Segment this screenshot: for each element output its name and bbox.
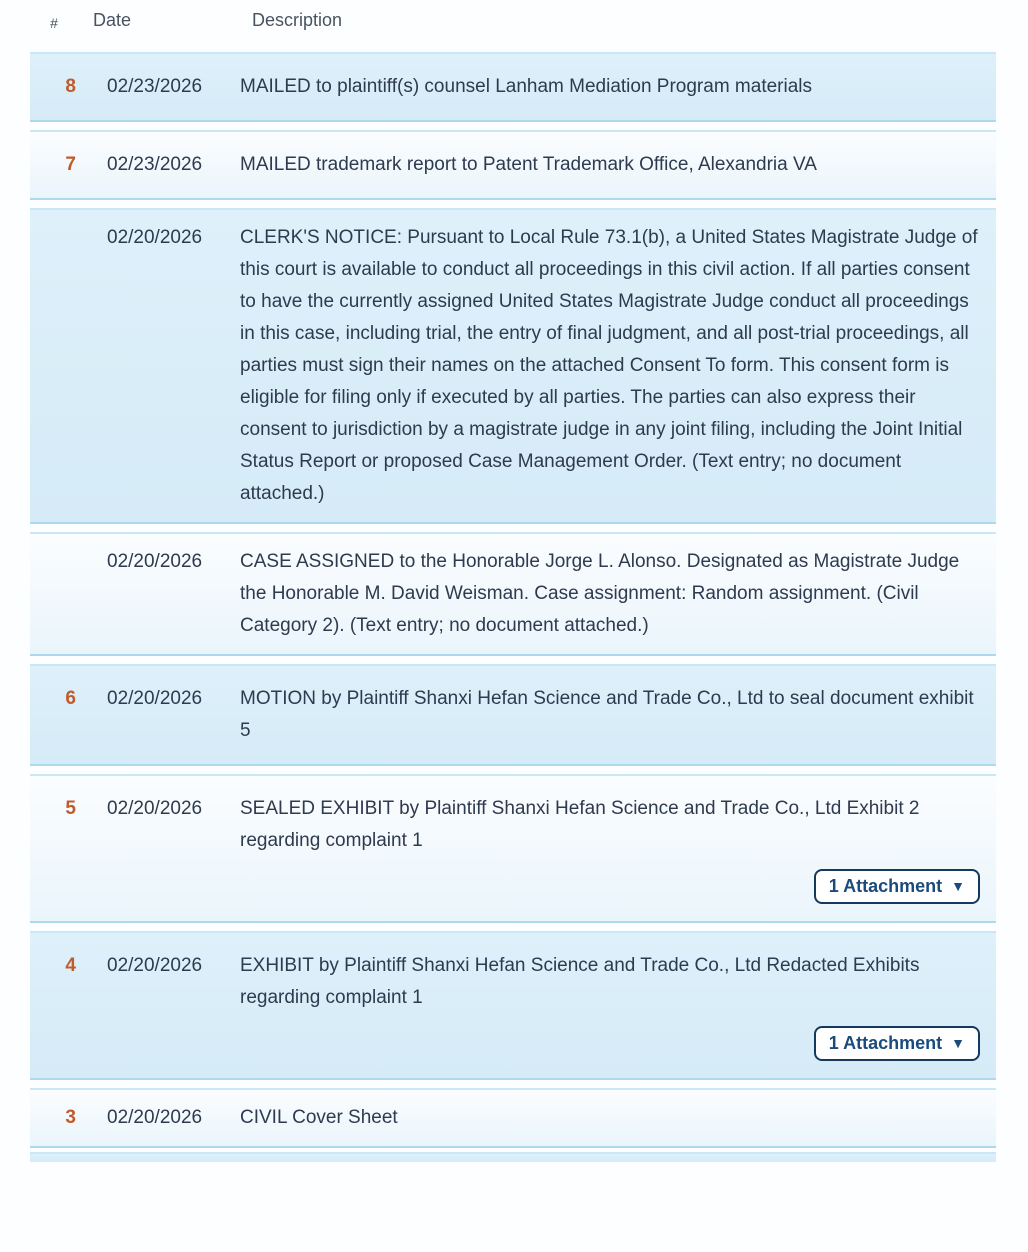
entry-date: 02/20/2026 [107,551,203,572]
entry-date: 02/20/2026 [107,955,203,976]
table-row [30,664,996,766]
attachments-area [240,1026,980,1061]
attachments-button[interactable] [814,869,980,904]
table-row [30,130,996,200]
table-row [30,532,996,656]
entry-number-link[interactable]: 8 [65,76,76,97]
entry-number-link[interactable]: 4 [65,955,76,976]
entry-date: 02/20/2026 [107,227,203,248]
caret-down-icon: ▼ [951,1035,965,1051]
entry-number-link[interactable]: 6 [65,688,76,709]
entry-description: CASE ASSIGNED to the Honorable Jorge L. Alonso. Designated as Magistrate Judge the Honorable M. David Weisman. Case assignment: Random assignment. (Civil Category 2). (Text entry; no document attached.) [240,551,960,636]
entry-number [30,546,78,642]
entry-description [240,950,996,1061]
entry-number-link[interactable]: 5 [65,798,76,819]
attachments-button-label: 1 Attachment [828,876,943,896]
table-row [30,52,996,122]
entry-description: MAILED trademark report to Patent Trademark Office, Alexandria VA [240,154,817,175]
entry-date: 02/23/2026 [107,154,203,175]
entry-date: 02/23/2026 [107,76,203,97]
column-header-description: Description [252,10,343,30]
entry-description: MOTION by Plaintiff Shanxi Hefan Science and Trade Co., Ltd to seal document exhibit 5 [240,688,974,741]
entry-date: 02/20/2026 [107,688,203,709]
table-header [30,0,996,52]
caret-down-icon: ▼ [951,878,965,894]
table-row [30,774,996,923]
attachments-button[interactable] [814,1026,980,1061]
entry-description: CIVIL Cover Sheet [240,1107,398,1128]
column-header-number: # [50,15,58,31]
entry-date: 02/20/2026 [107,798,203,819]
table-row [30,208,996,524]
entry-date: 02/20/2026 [107,1107,203,1128]
attachments-area [240,869,980,904]
table-row [30,931,996,1080]
entry-description [240,793,996,904]
entry-number-link[interactable]: 3 [65,1107,76,1128]
entry-description: CLERK'S NOTICE: Pursuant to Local Rule 73.1(b), a United States Magistrate Judge of this court is available to conduct all proceedings in this civil action. If all parties consent to have the currently assigned United States Magistrate Judge conduct all proceedings in this case, including trial, the entry of final judgment, and all post-trial proceedings, all parties must sign their names on the attached Consent To form. This consent form is eligible for filing only if executed by all parties. The parties can also express their consent to jurisdiction by a magistrate judge in any joint filing, including the Joint Initial Status Report or proposed Case Management Order. (Text entry; no document attached.) [240,227,978,504]
entry-description-text: EXHIBIT by Plaintiff Shanxi Hefan Science and Trade Co., Ltd Redacted Exhibits regarding complaint 1 [240,955,920,1008]
table-row [30,1088,996,1148]
entry-number [30,222,78,510]
entry-description: MAILED to plaintiff(s) counsel Lanham Mediation Program materials [240,76,813,97]
attachments-button-label: 1 Attachment [828,1033,943,1053]
table-row-partial [30,1152,996,1162]
column-header-date: Date [93,10,132,30]
entry-description-text: SEALED EXHIBIT by Plaintiff Shanxi Hefan Science and Trade Co., Ltd Exhibit 2 regarding complaint 1 [240,798,920,851]
entry-number-link[interactable]: 7 [65,154,76,175]
